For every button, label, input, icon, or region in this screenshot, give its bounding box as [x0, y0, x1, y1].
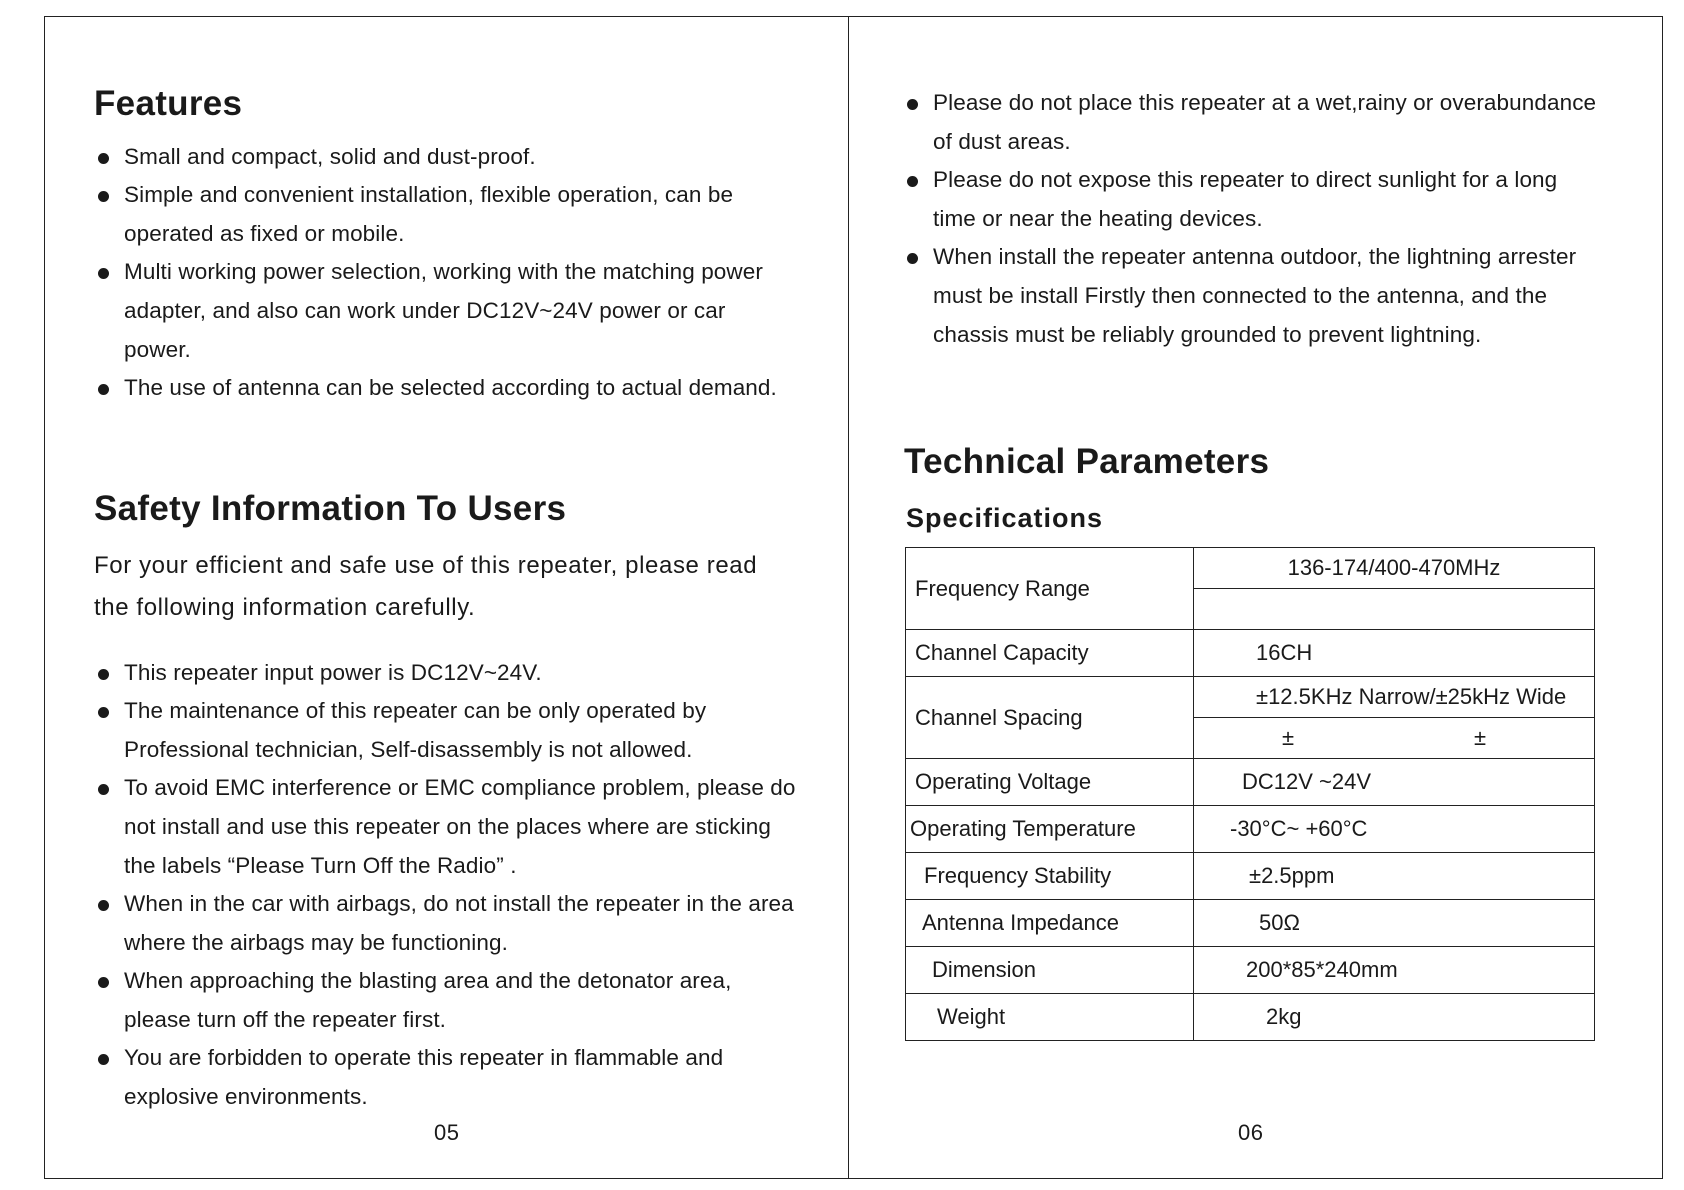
table-row — [906, 630, 1595, 677]
safety-intro: For your efficient and safe use of this repeater, please read the following information carefully. — [94, 552, 758, 621]
frequency-range-value-2 — [1194, 589, 1595, 630]
frequency-range-label: Frequency Range — [906, 548, 1194, 630]
list-item: When in the car with airbags, do not install the repeater in the area where the airbags may be functioning. — [96, 884, 796, 962]
antenna-impedance-value: 50Ω — [1194, 900, 1595, 947]
page-06 — [848, 16, 1663, 1179]
channel-spacing-value-2 — [1194, 718, 1595, 759]
list-item: The use of antenna can be selected according to actual demand. — [96, 368, 796, 407]
list-item: Simple and convenient installation, flexible operation, can be operated as fixed or mobile. — [96, 175, 796, 253]
operating-temperature-value: -30°C~ +60°C — [1194, 806, 1595, 853]
specifications-subheading: Specifications — [906, 503, 1104, 533]
bullet-icon — [98, 1054, 109, 1065]
technical-parameters-heading: Technical Parameters — [904, 442, 1270, 481]
bullet-icon — [98, 784, 109, 795]
plus-minus-narrow: ± — [1282, 725, 1295, 750]
list-item: Small and compact, solid and dust-proof. — [96, 137, 796, 176]
safety-heading: Safety Information To Users — [94, 489, 567, 528]
table-row — [906, 548, 1595, 589]
list-item: This repeater input power is DC12V~24V. — [96, 653, 796, 692]
channel-capacity-value: 16CH — [1194, 630, 1595, 677]
frequency-range-value: 136-174/400-470MHz — [1194, 548, 1595, 589]
frequency-stability-value: ±2.5ppm — [1194, 853, 1595, 900]
bullet-icon — [98, 268, 109, 279]
list-item: You are forbidden to operate this repeater in flammable and explosive environments. — [96, 1038, 796, 1116]
channel-capacity-label: Channel Capacity — [906, 630, 1194, 677]
bullet-icon — [907, 253, 918, 264]
list-item: Please do not place this repeater at a wet,rainy or overabundance of dust areas. — [905, 83, 1605, 161]
bullet-icon — [98, 384, 109, 395]
table-row — [906, 759, 1595, 806]
table-row — [906, 806, 1595, 853]
bullet-icon — [98, 977, 109, 988]
dimension-label: Dimension — [906, 947, 1194, 994]
operating-voltage-value: DC12V ~24V — [1194, 759, 1595, 806]
list-item: Multi working power selection, working with the matching power adapter, and also can work under DC12V~24V power or car power. — [96, 252, 796, 369]
table-row — [906, 677, 1595, 718]
weight-value: 2kg — [1194, 994, 1595, 1041]
safety-list — [96, 653, 796, 1115]
dimension-value: 200*85*240mm — [1194, 947, 1595, 994]
page-number: 05 — [434, 1120, 460, 1145]
list-item: The maintenance of this repeater can be only operated by Professional technician, Self-disassembly is not allowed. — [96, 691, 796, 769]
list-item: To avoid EMC interference or EMC compliance problem, please do not install and use this repeater on the places where are sticking the labels “Please Turn Off the Radio” . — [96, 768, 796, 885]
weight-label: Weight — [906, 994, 1194, 1041]
channel-spacing-value: ±12.5KHz Narrow/±25kHz Wide — [1194, 677, 1595, 718]
bullet-icon — [907, 176, 918, 187]
plus-minus-wide: ± — [1474, 725, 1487, 750]
safety-continued-list — [905, 83, 1605, 353]
operating-temperature-label: Operating Temperature — [906, 806, 1194, 853]
bullet-icon — [98, 191, 109, 202]
specifications-table — [905, 547, 1595, 1041]
list-item: Please do not expose this repeater to direct sunlight for a long time or near the heating devices. — [905, 160, 1605, 238]
bullet-icon — [907, 99, 918, 110]
list-item: When install the repeater antenna outdoor, the lightning arrester must be install Firstly then connected to the antenna, and the chassis must be reliably grounded to prevent lightning. — [905, 237, 1605, 354]
features-heading: Features — [94, 84, 243, 123]
antenna-impedance-label: Antenna Impedance — [906, 900, 1194, 947]
bullet-icon — [98, 900, 109, 911]
table-row — [906, 853, 1595, 900]
bullet-icon — [98, 707, 109, 718]
channel-spacing-label: Channel Spacing — [906, 677, 1194, 759]
operating-voltage-label: Operating Voltage — [906, 759, 1194, 806]
table-row — [906, 900, 1595, 947]
list-item: When approaching the blasting area and the detonator area, please turn off the repeater first. — [96, 961, 796, 1039]
bullet-icon — [98, 153, 109, 164]
page-number: 06 — [1238, 1120, 1264, 1145]
page-05 — [44, 16, 848, 1179]
table-row — [906, 947, 1595, 994]
table-row — [906, 994, 1595, 1041]
frequency-stability-label: Frequency Stability — [906, 853, 1194, 900]
bullet-icon — [98, 669, 109, 680]
features-list — [96, 137, 796, 406]
